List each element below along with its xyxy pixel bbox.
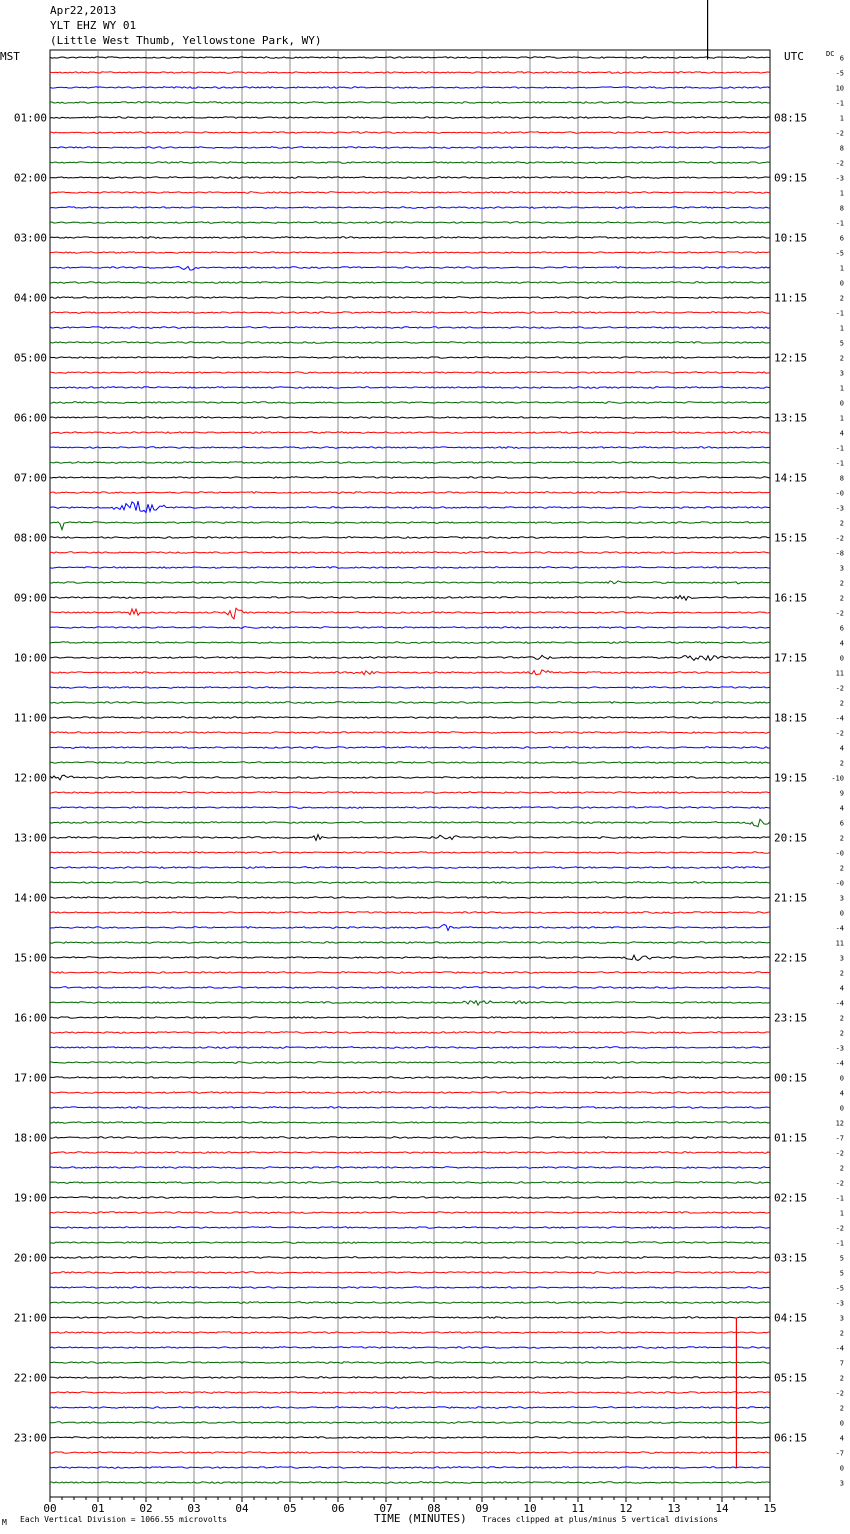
trace-line bbox=[50, 1092, 770, 1094]
dc-offset-label: 2 bbox=[839, 1374, 844, 1383]
dc-offset-label: 2 bbox=[839, 699, 844, 708]
hour-label-mst: 15:00 bbox=[13, 951, 47, 965]
trace-line bbox=[50, 1422, 770, 1424]
hour-label-utc: 00:15 bbox=[774, 1071, 808, 1085]
dc-offset-label: 8 bbox=[839, 204, 844, 213]
dc-offset-label: -0 bbox=[835, 849, 844, 858]
trace-lines bbox=[50, 57, 770, 1484]
dc-offset-label: -2 bbox=[835, 159, 844, 168]
dc-offset-label: 4 bbox=[839, 984, 844, 993]
trace-line bbox=[50, 102, 770, 104]
trace-line bbox=[50, 775, 770, 780]
dc-offset-label: 0 bbox=[839, 399, 844, 408]
trace-line bbox=[50, 537, 770, 539]
dc-offset-label: 3 bbox=[839, 1479, 844, 1488]
trace-line bbox=[50, 1482, 770, 1484]
hour-label-utc: 17:15 bbox=[774, 651, 808, 665]
dc-offset-label: 2 bbox=[839, 834, 844, 843]
trace-line bbox=[50, 1362, 770, 1364]
hour-label-mst: 08:00 bbox=[13, 531, 47, 545]
trace-line bbox=[50, 1377, 770, 1379]
dc-offset-label: -1 bbox=[835, 444, 844, 453]
dc-offset-label: 2 bbox=[839, 759, 844, 768]
dc-offset-label: -2 bbox=[835, 1149, 844, 1158]
trace-line bbox=[50, 1017, 770, 1019]
hour-label-utc: 15:15 bbox=[774, 531, 808, 545]
dc-offset-label: 12 bbox=[835, 1119, 844, 1128]
trace-line bbox=[50, 252, 770, 254]
x-tick-label: 11 bbox=[571, 1502, 585, 1515]
trace-line bbox=[50, 147, 770, 149]
dc-offset-label: 2 bbox=[839, 294, 844, 303]
dc-offset-label: 0 bbox=[839, 279, 844, 288]
dc-offset-label: -5 bbox=[835, 249, 844, 258]
trace-line bbox=[50, 702, 770, 704]
hour-label-utc: 14:15 bbox=[774, 471, 808, 485]
x-tick-label: 09 bbox=[475, 1502, 489, 1515]
dc-offset-label: -1 bbox=[835, 459, 844, 468]
dc-offset-label: 0 bbox=[839, 909, 844, 918]
hour-label-utc: 19:15 bbox=[774, 771, 808, 785]
dc-offset-label: 11 bbox=[835, 669, 844, 678]
trace-line bbox=[50, 942, 770, 944]
dc-offset-label: 6 bbox=[839, 624, 844, 633]
trace-line bbox=[50, 792, 770, 794]
trace-line bbox=[50, 87, 770, 89]
dc-offset-label: -3 bbox=[835, 1044, 844, 1053]
trace-line bbox=[50, 207, 770, 209]
hour-label-mst: 14:00 bbox=[13, 891, 47, 905]
x-tick-label: 07 bbox=[379, 1502, 393, 1515]
dc-offset-label: 2 bbox=[839, 1164, 844, 1173]
hour-label-mst: 11:00 bbox=[13, 711, 47, 725]
trace-line bbox=[50, 1152, 770, 1154]
x-tick-label: 10 bbox=[523, 1502, 537, 1515]
trace-line bbox=[50, 1227, 770, 1229]
dc-offset-label: -4 bbox=[835, 1344, 844, 1353]
trace-line bbox=[50, 835, 770, 841]
tick-labels bbox=[14, 55, 844, 1516]
dc-offset-label: -2 bbox=[835, 684, 844, 693]
dc-offset-label: 4 bbox=[839, 1434, 844, 1443]
dc-offset-label: 2 bbox=[839, 1014, 844, 1023]
hour-label-mst: 04:00 bbox=[13, 291, 47, 305]
dc-offset-label: 1 bbox=[839, 264, 844, 273]
dc-offset-label: 2 bbox=[839, 354, 844, 363]
dc-offset-label: 3 bbox=[839, 369, 844, 378]
dc-offset-label: 0 bbox=[839, 654, 844, 663]
trace-line bbox=[50, 717, 770, 719]
dc-offset-label: 11 bbox=[835, 939, 844, 948]
trace-line bbox=[50, 162, 770, 164]
dc-offset-label: 1 bbox=[839, 1209, 844, 1218]
hour-label-utc: 08:15 bbox=[774, 111, 808, 125]
trace-line bbox=[50, 1137, 770, 1139]
trace-line bbox=[50, 192, 770, 194]
dc-offset-label: 2 bbox=[839, 579, 844, 588]
hour-label-utc: 11:15 bbox=[774, 291, 808, 305]
dc-offset-label: -3 bbox=[835, 174, 844, 183]
trace-line bbox=[50, 1122, 770, 1124]
trace-line bbox=[50, 1212, 770, 1214]
dc-offset-label: 5 bbox=[839, 1269, 844, 1278]
hour-label-mst: 07:00 bbox=[13, 471, 47, 485]
dc-offset-label: 2 bbox=[839, 1029, 844, 1038]
hour-label-mst: 05:00 bbox=[13, 351, 47, 365]
date-label: Apr22,2013 bbox=[50, 4, 117, 17]
dc-offset-label: 0 bbox=[839, 1104, 844, 1113]
trace-line bbox=[50, 57, 770, 59]
hour-label-mst: 09:00 bbox=[13, 591, 47, 605]
trace-line bbox=[50, 1257, 770, 1259]
dc-offset-label: 4 bbox=[839, 639, 844, 648]
trace-line bbox=[50, 402, 770, 404]
hour-label-mst: 13:00 bbox=[13, 831, 47, 845]
x-tick-label: 03 bbox=[187, 1502, 201, 1515]
hour-label-mst: 02:00 bbox=[13, 171, 47, 185]
station-label: YLT EHZ WY 01 bbox=[50, 19, 137, 32]
trace-line bbox=[50, 987, 770, 989]
dc-offset-label: -2 bbox=[835, 1224, 844, 1233]
dc-offset-label: 0 bbox=[839, 1074, 844, 1083]
trace-line bbox=[50, 327, 770, 329]
trace-line bbox=[50, 1107, 770, 1109]
hour-label-utc: 10:15 bbox=[774, 231, 808, 245]
trace-line bbox=[50, 1302, 770, 1304]
dc-label: DC bbox=[826, 50, 835, 58]
dc-offset-label: 9 bbox=[839, 789, 844, 798]
dc-offset-label: -7 bbox=[835, 1449, 844, 1458]
dc-offset-label: 3 bbox=[839, 954, 844, 963]
dc-offset-label: 2 bbox=[839, 594, 844, 603]
dc-offset-label: 5 bbox=[839, 1254, 844, 1263]
trace-line bbox=[50, 807, 770, 809]
trace-line bbox=[50, 1437, 770, 1439]
trace-line bbox=[50, 1167, 770, 1169]
trace-line bbox=[50, 955, 770, 960]
mst-label: MST bbox=[0, 50, 20, 63]
trace-line bbox=[50, 417, 770, 419]
trace-line bbox=[50, 357, 770, 359]
trace-line bbox=[50, 552, 770, 554]
x-tick-label: 05 bbox=[283, 1502, 297, 1515]
trace-line bbox=[50, 372, 770, 374]
dc-offset-label: 5 bbox=[839, 339, 844, 348]
dc-offset-label: -5 bbox=[835, 69, 844, 78]
dc-offset-label: 3 bbox=[839, 564, 844, 573]
x-tick-label: 04 bbox=[235, 1502, 249, 1515]
trace-line bbox=[50, 432, 770, 434]
x-tick-label: 02 bbox=[139, 1502, 153, 1515]
dc-offset-label: 2 bbox=[839, 1404, 844, 1413]
hour-label-utc: 23:15 bbox=[774, 1011, 808, 1025]
dc-offset-label: 4 bbox=[839, 429, 844, 438]
trace-line bbox=[50, 1317, 770, 1319]
trace-line bbox=[50, 342, 770, 344]
hour-label-mst: 06:00 bbox=[13, 411, 47, 425]
x-tick-label: 06 bbox=[331, 1502, 345, 1515]
dc-offset-label: -1 bbox=[835, 309, 844, 318]
x-tick-label: 13 bbox=[667, 1502, 681, 1515]
dc-offset-label: 0 bbox=[839, 1464, 844, 1473]
dc-offset-label: 6 bbox=[839, 819, 844, 828]
dc-offset-label: -4 bbox=[835, 999, 844, 1008]
dc-offset-label: 8 bbox=[839, 474, 844, 483]
trace-line bbox=[50, 462, 770, 464]
hour-label-mst: 20:00 bbox=[13, 1251, 47, 1265]
x-tick-label: 15 bbox=[763, 1502, 777, 1515]
dc-offset-label: 1 bbox=[839, 189, 844, 198]
hour-label-utc: 21:15 bbox=[774, 891, 808, 905]
trace-line bbox=[50, 1287, 770, 1289]
hour-label-utc: 22:15 bbox=[774, 951, 808, 965]
trace-line bbox=[50, 897, 770, 899]
trace-line bbox=[50, 1062, 770, 1064]
dc-offset-label: -4 bbox=[835, 714, 844, 723]
dc-offset-label: -0 bbox=[835, 879, 844, 888]
x-tick-label: 14 bbox=[715, 1502, 729, 1515]
clip-note: Traces clipped at plus/minus 5 vertical divisions bbox=[482, 1515, 719, 1524]
hour-label-utc: 04:15 bbox=[774, 1311, 808, 1325]
trace-line bbox=[50, 72, 770, 74]
trace-line bbox=[50, 1032, 770, 1034]
trace-line bbox=[50, 477, 770, 479]
utc-label: UTC bbox=[784, 50, 804, 63]
trace-line bbox=[50, 1272, 770, 1274]
trace-line bbox=[50, 447, 770, 449]
trace-line bbox=[50, 522, 770, 530]
trace-line bbox=[50, 237, 770, 239]
trace-line bbox=[50, 925, 770, 931]
dc-offset-label: 6 bbox=[839, 234, 844, 243]
dc-offset-label: -4 bbox=[835, 924, 844, 933]
dc-offset-label: -2 bbox=[835, 1389, 844, 1398]
trace-line bbox=[50, 297, 770, 299]
dc-offset-label: -7 bbox=[835, 1134, 844, 1143]
dc-offset-label: -2 bbox=[835, 129, 844, 138]
x-tick-label: 01 bbox=[91, 1502, 105, 1515]
x-tick-label: 08 bbox=[427, 1502, 441, 1515]
trace-line bbox=[50, 222, 770, 224]
trace-line bbox=[50, 747, 770, 749]
corner-mark: M bbox=[2, 1518, 7, 1527]
trace-line bbox=[50, 1332, 770, 1334]
hour-label-utc: 20:15 bbox=[774, 831, 808, 845]
scale-note: Each Vertical Division = 1066.55 microvolts bbox=[20, 1515, 228, 1524]
hour-label-utc: 16:15 bbox=[774, 591, 808, 605]
trace-line bbox=[50, 1047, 770, 1049]
dc-offset-label: 2 bbox=[839, 864, 844, 873]
trace-line bbox=[50, 266, 770, 270]
trace-line bbox=[50, 282, 770, 284]
hour-label-mst: 17:00 bbox=[13, 1071, 47, 1085]
trace-line bbox=[50, 1452, 770, 1454]
trace-line bbox=[50, 608, 770, 619]
hour-label-mst: 22:00 bbox=[13, 1371, 47, 1385]
hour-label-mst: 12:00 bbox=[13, 771, 47, 785]
trace-line bbox=[50, 132, 770, 134]
trace-line bbox=[50, 882, 770, 884]
hour-label-mst: 16:00 bbox=[13, 1011, 47, 1025]
trace-line bbox=[50, 912, 770, 914]
x-tick-label: 00 bbox=[43, 1502, 57, 1515]
trace-line bbox=[50, 762, 770, 764]
hour-label-mst: 01:00 bbox=[13, 111, 47, 125]
trace-line bbox=[50, 312, 770, 314]
hour-label-utc: 03:15 bbox=[774, 1251, 808, 1265]
dc-offset-label: -1 bbox=[835, 1194, 844, 1203]
trace-line bbox=[50, 501, 770, 512]
trace-line bbox=[50, 687, 770, 689]
trace-line bbox=[50, 387, 770, 389]
dc-offset-label: -2 bbox=[835, 534, 844, 543]
hour-label-mst: 19:00 bbox=[13, 1191, 47, 1205]
dc-offset-label: 8 bbox=[839, 144, 844, 153]
hour-label-mst: 03:00 bbox=[13, 231, 47, 245]
dc-offset-label: 3 bbox=[839, 1314, 844, 1323]
dc-offset-label: 4 bbox=[839, 744, 844, 753]
hour-label-utc: 01:15 bbox=[774, 1131, 808, 1145]
dc-offset-label: 2 bbox=[839, 1329, 844, 1338]
trace-line bbox=[50, 852, 770, 854]
dc-offset-label: 2 bbox=[839, 519, 844, 528]
trace-line bbox=[50, 732, 770, 734]
dc-offset-label: 6 bbox=[839, 54, 844, 63]
dc-offset-label: -0 bbox=[835, 489, 844, 498]
trace-line bbox=[50, 1467, 770, 1469]
trace-line bbox=[50, 655, 770, 660]
dc-offset-label: -1 bbox=[835, 1239, 844, 1248]
dc-offset-label: -5 bbox=[835, 1284, 844, 1293]
dc-offset-label: 1 bbox=[839, 384, 844, 393]
dc-offset-label: -3 bbox=[835, 504, 844, 513]
trace-line bbox=[50, 1347, 770, 1349]
hour-label-utc: 02:15 bbox=[774, 1191, 808, 1205]
dc-offset-label: 7 bbox=[839, 1359, 844, 1368]
dc-offset-label: 4 bbox=[839, 1089, 844, 1098]
trace-line bbox=[50, 581, 770, 584]
trace-line bbox=[50, 867, 770, 869]
trace-line bbox=[50, 819, 770, 826]
trace-line bbox=[50, 1182, 770, 1184]
dc-offset-label: 3 bbox=[839, 894, 844, 903]
hour-label-mst: 10:00 bbox=[13, 651, 47, 665]
trace-line bbox=[50, 1001, 770, 1005]
hour-label-utc: 09:15 bbox=[774, 171, 808, 185]
trace-line bbox=[50, 1242, 770, 1244]
dc-offset-label: 0 bbox=[839, 1419, 844, 1428]
dc-offset-label: -3 bbox=[835, 1299, 844, 1308]
hour-label-utc: 06:15 bbox=[774, 1431, 808, 1445]
dc-offset-label: 4 bbox=[839, 804, 844, 813]
hour-label-utc: 12:15 bbox=[774, 351, 808, 365]
trace-line bbox=[50, 117, 770, 119]
trace-line bbox=[50, 670, 770, 675]
trace-line bbox=[50, 642, 770, 644]
dc-offset-label: -8 bbox=[835, 549, 844, 558]
dc-offset-label: -2 bbox=[835, 729, 844, 738]
location-label: (Little West Thumb, Yellowstone Park, WY) bbox=[50, 34, 322, 47]
trace-line bbox=[50, 627, 770, 629]
trace-line bbox=[50, 595, 770, 600]
dc-offset-label: 1 bbox=[839, 414, 844, 423]
dc-offset-label: -1 bbox=[835, 99, 844, 108]
trace-line bbox=[50, 1392, 770, 1394]
trace-line bbox=[50, 1197, 770, 1199]
hour-label-utc: 05:15 bbox=[774, 1371, 808, 1385]
hour-label-mst: 21:00 bbox=[13, 1311, 47, 1325]
trace-line bbox=[50, 567, 770, 569]
trace-line bbox=[50, 1407, 770, 1409]
dc-offset-label: 1 bbox=[839, 324, 844, 333]
dc-offset-label: -4 bbox=[835, 1059, 844, 1068]
dc-offset-label: 2 bbox=[839, 969, 844, 978]
hour-label-mst: 18:00 bbox=[13, 1131, 47, 1145]
dc-offset-label: -10 bbox=[831, 774, 844, 783]
dc-offset-label: -1 bbox=[835, 219, 844, 228]
dc-offset-label: -2 bbox=[835, 1179, 844, 1188]
x-axis-title: TIME (MINUTES) bbox=[374, 1512, 467, 1525]
trace-line bbox=[50, 177, 770, 179]
trace-line bbox=[50, 1077, 770, 1079]
dc-offset-label: 10 bbox=[835, 84, 844, 93]
trace-line bbox=[50, 972, 770, 974]
hour-label-utc: 13:15 bbox=[774, 411, 808, 425]
trace-line bbox=[50, 492, 770, 494]
dc-offset-label: -2 bbox=[835, 609, 844, 618]
dc-offset-label: 1 bbox=[839, 114, 844, 123]
x-tick-label: 12 bbox=[619, 1502, 633, 1515]
hour-label-mst: 23:00 bbox=[13, 1431, 47, 1445]
hour-label-utc: 18:15 bbox=[774, 711, 808, 725]
